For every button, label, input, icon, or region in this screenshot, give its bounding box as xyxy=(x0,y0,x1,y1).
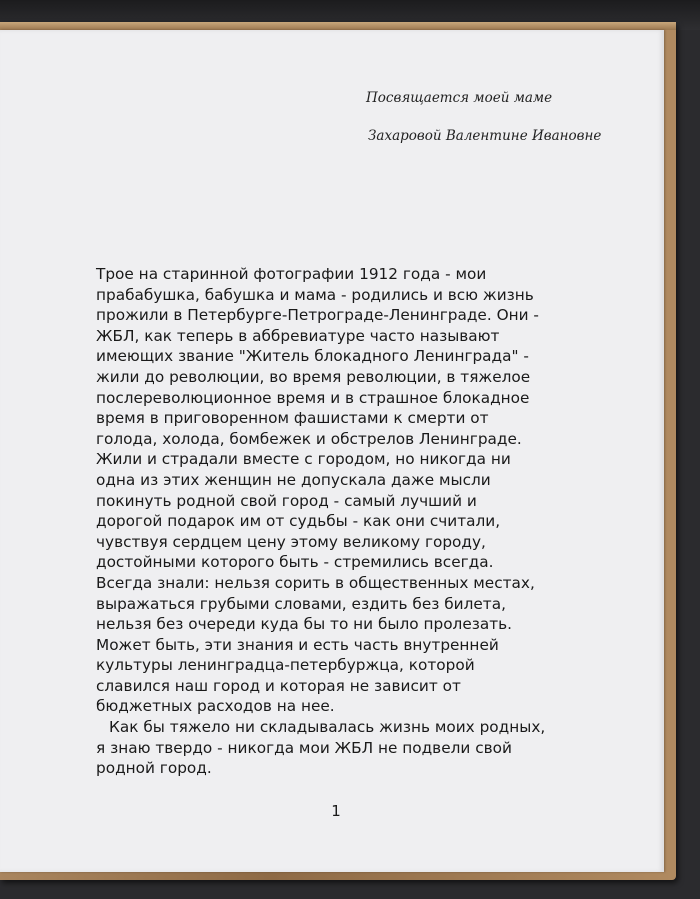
text-line: выражаться грубыми словами, ездить без билета, xyxy=(96,594,506,613)
text-line: Может быть, эти знания и есть часть внутренней xyxy=(96,635,499,654)
text-line: прожили в Петербурге-Петрограде-Ленинграде. Они - xyxy=(96,306,539,325)
text-line: послереволюционное время и в страшное блокадное xyxy=(96,388,530,407)
text-line: одна из этих женщин не допускала даже мысли xyxy=(96,470,491,489)
text-line: ЖБЛ, как теперь в аббревиатуре часто называют xyxy=(96,326,500,345)
text-line: Как бы тяжело ни складывалась жизнь моих родных, xyxy=(109,718,546,737)
text-line: Всегда знали: нельзя сорить в общественных местах, xyxy=(96,573,535,592)
text-line: имеющих звание "Житель блокадного Ленинграда" - xyxy=(96,347,529,366)
dedication-line-2: Захаровой Валентине Ивановне xyxy=(368,128,602,144)
text-line: жили до революции, во время революции, в тяжелое xyxy=(96,367,531,386)
body-text xyxy=(96,264,616,779)
text-line: Трое на старинной фотографии 1912 года - мои xyxy=(96,265,487,283)
text-line: чувствуя сердцем цену этому великому городу, xyxy=(96,532,486,551)
text-line: бюджетных расходов на нее. xyxy=(96,697,335,716)
text-line: покинуть родной свой город - самый лучший и xyxy=(96,491,477,510)
text-line: время в приговоренном фашистами к смерти от xyxy=(96,409,489,428)
text-line: дорогой подарок им от судьбы - как они считали, xyxy=(96,512,501,531)
book-page xyxy=(0,30,664,872)
text-line: Жили и страдали вместе с городом, но никогда ни xyxy=(96,450,511,469)
text-line: культуры ленинградца-петербуржца, которой xyxy=(96,656,475,675)
text-line: нельзя без очереди куда бы то ни было пролезать. xyxy=(96,615,513,634)
text-line: славился наш город и которая не зависит от xyxy=(96,676,461,695)
text-line: достойными которого быть - стремились всегда. xyxy=(96,553,494,572)
text-line: родной город. xyxy=(96,759,212,778)
text-line: прабабушка, бабушка и мама - родились и всю жизнь xyxy=(96,285,534,304)
book-cover-edge xyxy=(0,22,676,30)
page-number: 1 xyxy=(331,802,341,820)
text-line: голода, холода, бомбежек и обстрелов Ленинграде. xyxy=(96,429,522,448)
dedication-line-1: Посвящается моей маме xyxy=(366,90,553,106)
text-line: я знаю твердо - никогда мои ЖБЛ не подвели свой xyxy=(96,738,512,757)
